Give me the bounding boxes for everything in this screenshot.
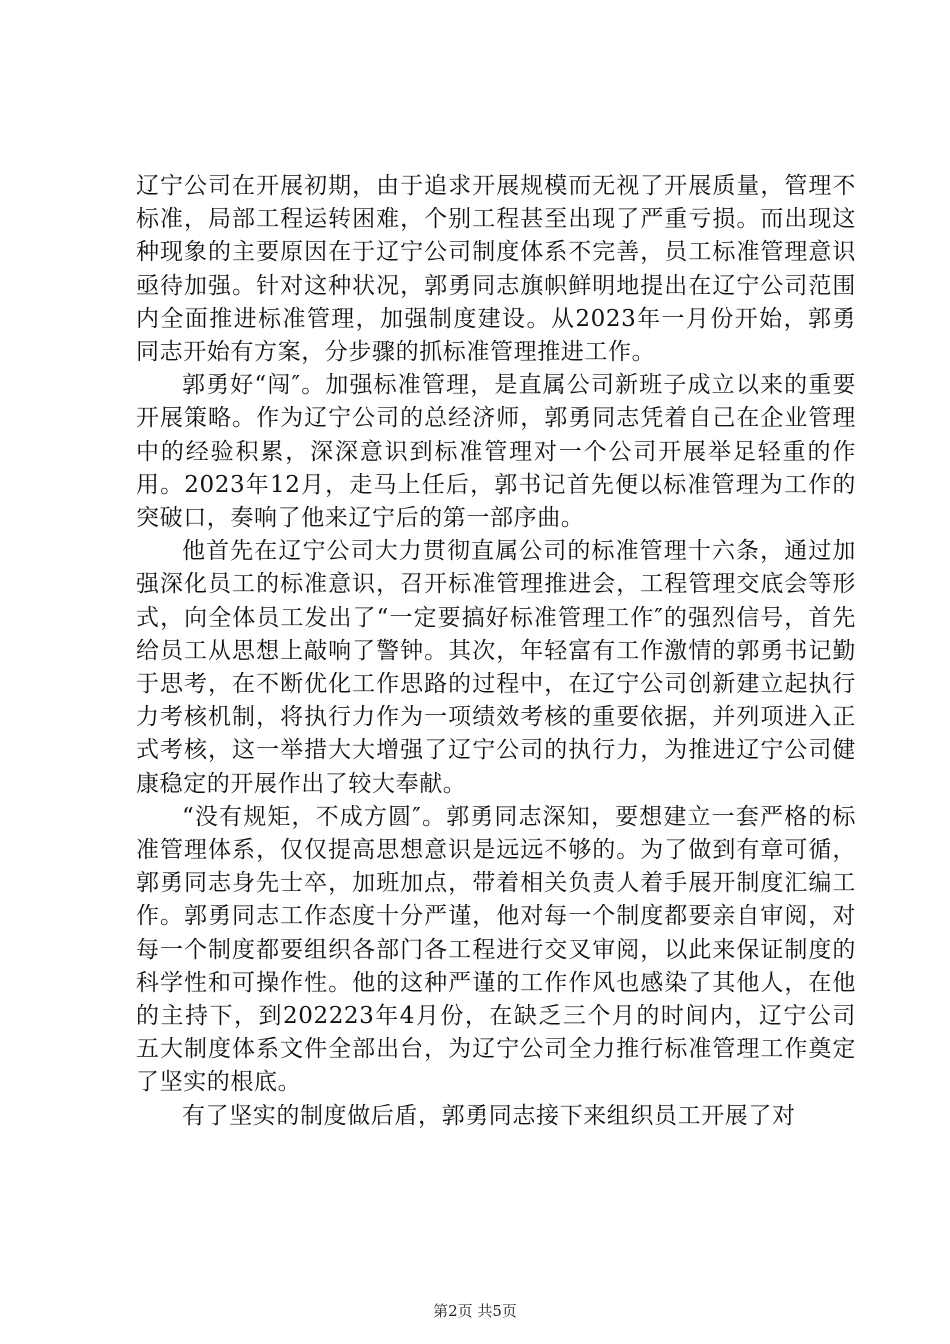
- paragraph-3: 他首先在辽宁公司大力贯彻直属公司的标准管理十六条，通过加强深化员工的标准意识，召开标准管理推进会，工程管理交底会等形式，向全体员工发出了“一定要搞好标准管理工作″的强烈信号，首先给员工从思想上敲响了警钟。其次，年轻富有工作激情的郭勇书记勤于思考，在不断优化工作思路的过程中，在辽宁公司创新建立起执行力考核机制，将执行力作为一项绩效考核的重要依据，并列项进入正式考核，这一举措大大增强了辽宁公司的执行力，为推进辽宁公司健康稳定的开展作出了较大奉献。: [136, 538, 856, 797]
- paragraph-2: 郭勇好“闯″。加强标准管理，是直属公司新班子成立以来的重要开展策略。作为辽宁公司的总经济师，郭勇同志凭着自己在企业管理中的经验积累，深深意识到标准管理对一个公司开展举足轻重的作用。2023年12月，走马上任后，郭书记首先便以标准管理为工作的突破口，奏响了他来辽宁后的第一部序曲。: [136, 372, 856, 532]
- document-body: [136, 170, 856, 1133]
- paragraph-1: 辽宁公司在开展初期，由于追求开展规模而无视了开展质量，管理不标准，局部工程运转困难，个别工程甚至出现了严重亏损。而出现这种现象的主要原因在于辽宁公司制度体系不完善，员工标准管理意识亟待加强。针对这种状况，郭勇同志旗帜鲜明地提出在辽宁公司范围内全面推进标准管理，加强制度建设。从2023年一月份开始，郭勇同志开始有方案，分步骤的抓标准管理推进工作。: [136, 173, 856, 366]
- page-footer: 第2页 共5页: [433, 1302, 517, 1320]
- paragraph-4: “没有规矩，不成方圆″。郭勇同志深知，要想建立一套严格的标准管理体系，仅仅提高思想意识是远远不够的。为了做到有章可循，郭勇同志身先士卒，加班加点，带着相关负责人着手展开制度汇编工作。郭勇同志工作态度十分严谨，他对每一个制度都要亲自审阅，对每一个制度都要组织各部门各工程进行交叉审阅，以此来保证制度的科学性和可操作性。他的这种严谨的工作作风也感染了其他人，在他的主持下，到202223年4月份，在缺乏三个月的时间内，辽宁公司五大制度体系文件全部出台，为辽宁公司全力推行标准管理工作奠定了坚实的根底。: [136, 803, 856, 1096]
- paragraph-5: 有了坚实的制度做后盾，郭勇同志接下来组织员工开展了对: [182, 1102, 796, 1129]
